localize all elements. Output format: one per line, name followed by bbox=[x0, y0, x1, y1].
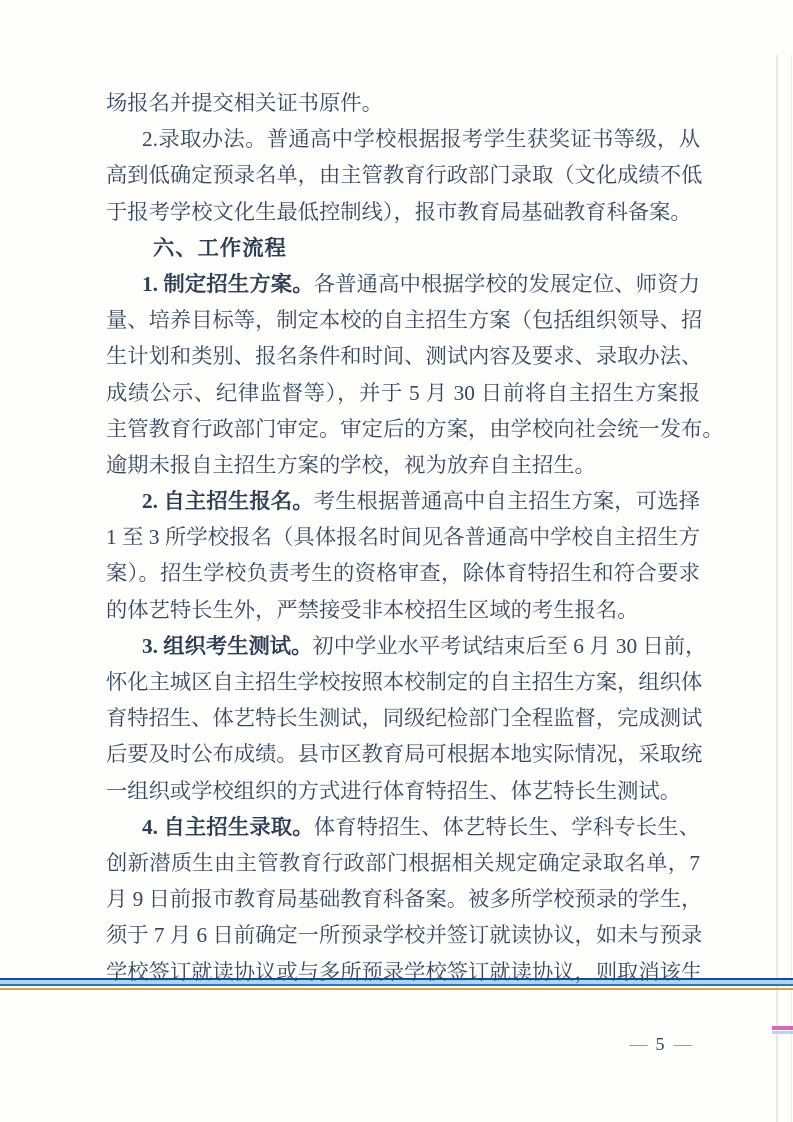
scan-mark-blue bbox=[772, 1031, 793, 1034]
line-text: 体育特招生、体艺特长生、学科专长生、 bbox=[313, 814, 700, 839]
line-text: 生计划和类别、报名条件和时间、测试内容及要求、录取办法、 bbox=[106, 344, 703, 369]
line-text: 创新潜质生由主管教育行政部门根据相关规定确定录取名单，7 bbox=[106, 850, 700, 875]
text-line bbox=[106, 85, 700, 121]
text-line bbox=[106, 881, 703, 917]
line-text: 学校签订就读协议或与多所预录学校签订就读协议，则取消该生 bbox=[106, 959, 703, 984]
line-text: 月 9 日前报市教育局基础教育科备案。被多所学校预录的学生， bbox=[106, 887, 703, 912]
line-text: 初中学业水平考试结束后至 6 月 30 日前， bbox=[312, 633, 707, 658]
text-line bbox=[106, 773, 700, 809]
line-text: 案）。招生学校负责考生的资格审查，除体育特招生和符合要求 bbox=[106, 561, 700, 586]
text-line bbox=[106, 483, 700, 519]
page-number-dash-right: — bbox=[673, 1033, 691, 1054]
text-line bbox=[106, 809, 700, 845]
line-text: 后要及时公布成绩。县市区教育局可根据本地实际情况，采取统 bbox=[106, 742, 703, 767]
text-line bbox=[106, 700, 703, 736]
paragraph-lead: 1. 制定招生方案。 bbox=[142, 271, 314, 296]
scan-mark-pink bbox=[772, 1026, 793, 1030]
line-text: 高到低确定预录名单，由主管教育行政部门录取（文化成绩不低 bbox=[106, 163, 703, 188]
line-text: 量、培养目标等，制定本校的自主招生方案（包括组织领导、招 bbox=[106, 308, 703, 333]
line-text: 1 至 3 所学校报名（具体报名时间见各普通高中学校自主招生方 bbox=[106, 525, 700, 550]
paragraph-lead: 4. 自主招生录取。 bbox=[142, 814, 314, 839]
paragraph-lead: 2. 自主招生报名。 bbox=[142, 489, 314, 514]
text-line bbox=[106, 736, 703, 772]
scan-edge-line bbox=[791, 55, 792, 1122]
line-text: 各普通高中根据学校的发展定位、师资力 bbox=[313, 271, 700, 296]
text-line bbox=[106, 411, 724, 447]
page-number-value: 5 bbox=[655, 1033, 665, 1054]
text-line bbox=[106, 121, 700, 157]
scan-vertical-line bbox=[776, 55, 778, 1122]
line-text: 场报名并提交相关证书原件。 bbox=[106, 91, 383, 115]
page-number bbox=[608, 1032, 712, 1056]
line-text: 育特招生、体艺特长生测试，同级纪检部门全程监督，完成测试 bbox=[106, 706, 703, 731]
text-line bbox=[106, 954, 703, 990]
line-text: 考生根据普通高中自主招生方案，可选择 bbox=[313, 489, 700, 514]
text-line bbox=[106, 194, 700, 230]
line-text: 主管教育行政部门审定。审定后的方案，由学校向社会统一发布。 bbox=[106, 416, 724, 441]
paragraph-lead: 3. 组织考生测试。 bbox=[142, 633, 313, 658]
text-line bbox=[106, 157, 703, 193]
text-line bbox=[106, 555, 700, 591]
text-line bbox=[106, 628, 707, 664]
text-line bbox=[106, 447, 700, 483]
text-line bbox=[106, 338, 703, 374]
section-heading bbox=[106, 230, 700, 266]
text-line bbox=[106, 917, 703, 953]
document-body bbox=[106, 85, 724, 990]
line-text: 2.录取办法。普通高中学校根据报考学生获奖证书等级，从 bbox=[142, 127, 700, 152]
line-text: 怀化主城区自主招生学校按照本校制定的自主招生方案，组织体 bbox=[106, 670, 703, 694]
text-line bbox=[106, 375, 700, 411]
text-line bbox=[106, 519, 700, 555]
line-text: 逾期未报自主招生方案的学校，视为放弃自主招生。 bbox=[106, 452, 596, 477]
text-line bbox=[106, 592, 700, 628]
text-line bbox=[106, 664, 703, 700]
text-line bbox=[106, 266, 700, 302]
line-text: 成绩公示、纪律监督等），并于 5 月 30 日前将自主招生方案报 bbox=[106, 380, 700, 405]
line-text: 六、工作流程 bbox=[153, 235, 287, 260]
line-text: 于报考学校文化生最低控制线），报市教育局基础教育科备案。 bbox=[106, 199, 692, 224]
line-text: 一组织或学校组织的方式进行体育特招生、体艺特长生测试。 bbox=[106, 778, 682, 803]
line-text: 须于 7 月 6 日前确定一所预录学校并签订就读协议，如未与预录 bbox=[106, 923, 703, 948]
text-line bbox=[106, 845, 700, 881]
text-line bbox=[106, 302, 703, 338]
line-text: 的体艺特长生外，严禁接受非本校招生区域的考生报名。 bbox=[106, 597, 639, 622]
page-number-dash-left: — bbox=[629, 1033, 647, 1054]
